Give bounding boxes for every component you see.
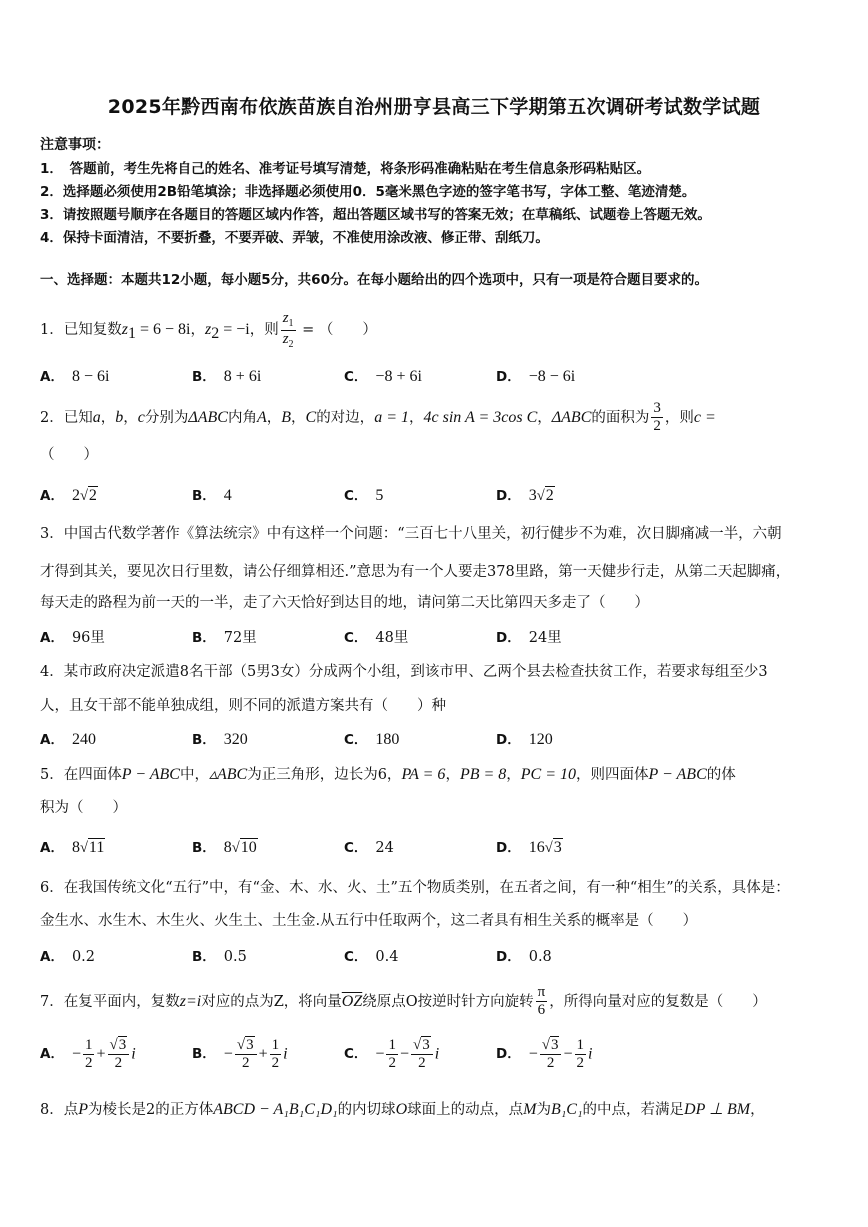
option-a: A． 96里: [40, 630, 105, 646]
option-d: D． −8 − 6i: [496, 368, 576, 385]
option-d: D． 3√2: [496, 487, 554, 504]
option-d: D． − $\frac{√3}{2}$ − $\frac{1}{2}$ i: [496, 1036, 593, 1072]
notice-item: 2．选择题必须使用2B铅笔填涂；非选择题必须使用0．5毫米黑色字迹的签字笔书写，字体工整、笔迹清楚。: [40, 184, 696, 200]
option-b: B． 8 + 6i: [192, 368, 262, 385]
question-5-options: [40, 836, 740, 858]
question-7-stem: 7．在复平面内，复数z=i对应的点为Z，将向量$\overline{OZ}$绕原点O按逆时针方向旋转 $\frac{\pi}{6}$ ，所得向量对应的复数是（ ）: [40, 984, 767, 1019]
option-c: C． 0.4: [344, 949, 399, 965]
notice-heading: 注意事项：: [40, 137, 110, 153]
option-c: C． 5: [344, 487, 384, 504]
question-1-options: [40, 365, 740, 387]
question-8-stem: 8．点P为棱长是2的正方体ABCD − A₁B₁C₁D₁的内切球O球面上的动点，点M为B₁C₁的中点，若满足DP ⊥ BM，: [40, 1101, 765, 1118]
question-6-line: 金生水、水生木、木生火、火生土、土生金.从五行中任取两个，这二者具有相生关系的概率是（ ）: [40, 913, 698, 929]
option-a: A． 240: [40, 731, 96, 748]
fraction: $\frac{z_1}{z_2}$: [282, 310, 294, 350]
question-2-stem: 2．已知a，b，c分别为ΔABC内角A，B，C的对边，a = 1，4c sin A = 3cos C，ΔABC的面积为 $\frac{3}{2}$ ，则c =: [40, 400, 716, 435]
option-c: C． − $\frac{1}{2}$ − $\frac{√3}{2}$ i: [344, 1036, 440, 1072]
question-5-line: 积为（ ）: [40, 800, 127, 816]
option-a: A． 2√2: [40, 487, 97, 504]
option-d: D． 0.8: [496, 949, 552, 965]
option-b: B． 8√10: [192, 839, 257, 856]
question-4-line: 4．某市政府决定派遣8名干部（5男3女）分成两个小组，到该市甲、乙两个县去检查扶贫工作，若要求每组至少3: [40, 664, 768, 680]
option-a: A． − $\frac{1}{2}$ + $\frac{√3}{2}$ i: [40, 1036, 136, 1072]
notice-item: 4．保持卡面清洁，不要折叠，不要弄破、弄皱，不准使用涂改液、修正带、刮纸刀。: [40, 230, 549, 246]
question-3-line: 才得到其关，要见次日行里数，请公仔细算相还.”意思为有一个人要走378里路，第一天健步行走，从第二天起脚痛，: [40, 564, 791, 580]
question-7-options: [40, 1030, 740, 1074]
question-3-options: [40, 626, 740, 648]
notice-item: 1． 答题前，考生先将自己的姓名、准考证号填写清楚，将条形码准确粘贴在考生信息条形码粘贴区。: [40, 161, 651, 177]
option-b: B． 4: [192, 487, 232, 504]
question-4-options: [40, 728, 740, 750]
section-heading: 一、选择题：本题共12小题，每小题5分，共60分。在每小题给出的四个选项中，只有一项是符合题目要求的。: [40, 272, 708, 288]
option-b: B． 0.5: [192, 949, 247, 965]
question-2-options: [40, 484, 740, 506]
question-3-line: 每天走的路程为前一天的一半，走了六天恰好到达目的地，请问第二天比第四天多走了（ ）: [40, 595, 649, 611]
question-6-line: 6．在我国传统文化“五行”中，有“金、木、水、火、土”五个物质类别，在五者之间，有一种“相生”的关系，具体是：: [40, 880, 790, 896]
option-d: D． 120: [496, 731, 553, 748]
option-a: A． 8√11: [40, 839, 105, 856]
question-5-stem: 5．在四面体P − ABC中，▵ABC为正三角形，边长为6，PA = 6，PB = 8，PC = 10，则四面体P − ABC的体: [40, 766, 736, 783]
exam-title: 2025年黔西南布依族苗族自治州册亨县高三下学期第五次调研考试数学试题: [107, 96, 761, 118]
fraction: $\frac{\pi}{6}$: [537, 984, 546, 1019]
question-6-options: [40, 945, 740, 967]
option-d: D． 16√3: [496, 839, 562, 856]
option-a: A． 8 − 6i: [40, 368, 110, 385]
question-3-line: 3．中国古代数学著作《算法统宗》中有这样一个问题：“三百七十八里关，初行健步不为难，次日脚痛减一半，六朝: [40, 526, 782, 542]
option-c: C． 180: [344, 731, 400, 748]
fraction: $\frac{3}{2}$: [653, 400, 661, 435]
option-c: C． −8 + 6i: [344, 368, 422, 385]
option-c: C． 24: [344, 840, 394, 856]
option-c: C． 48里: [344, 630, 409, 646]
option-b: B． − $\frac{√3}{2}$ + $\frac{1}{2}$ i: [192, 1036, 288, 1072]
question-1-stem: 1．已知复数$z_1 = 6 - 8i$，$z_2 = -i$，则 $\frac{z_1}{z_2}$ = （ ）: [40, 310, 377, 350]
answer-paren: （ ）: [40, 447, 98, 463]
option-b: B． 72里: [192, 630, 257, 646]
option-b: B． 320: [192, 731, 248, 748]
option-d: D． 24里: [496, 630, 562, 646]
question-4-line: 人，且女干部不能单独成组，则不同的派遣方案共有（ ）种: [40, 698, 446, 714]
option-a: A． 0.2: [40, 949, 96, 965]
notice-item: 3．请按照题号顺序在各题目的答题区域内作答，超出答题区域书写的答案无效；在草稿纸、试题卷上答题无效。: [40, 207, 711, 223]
